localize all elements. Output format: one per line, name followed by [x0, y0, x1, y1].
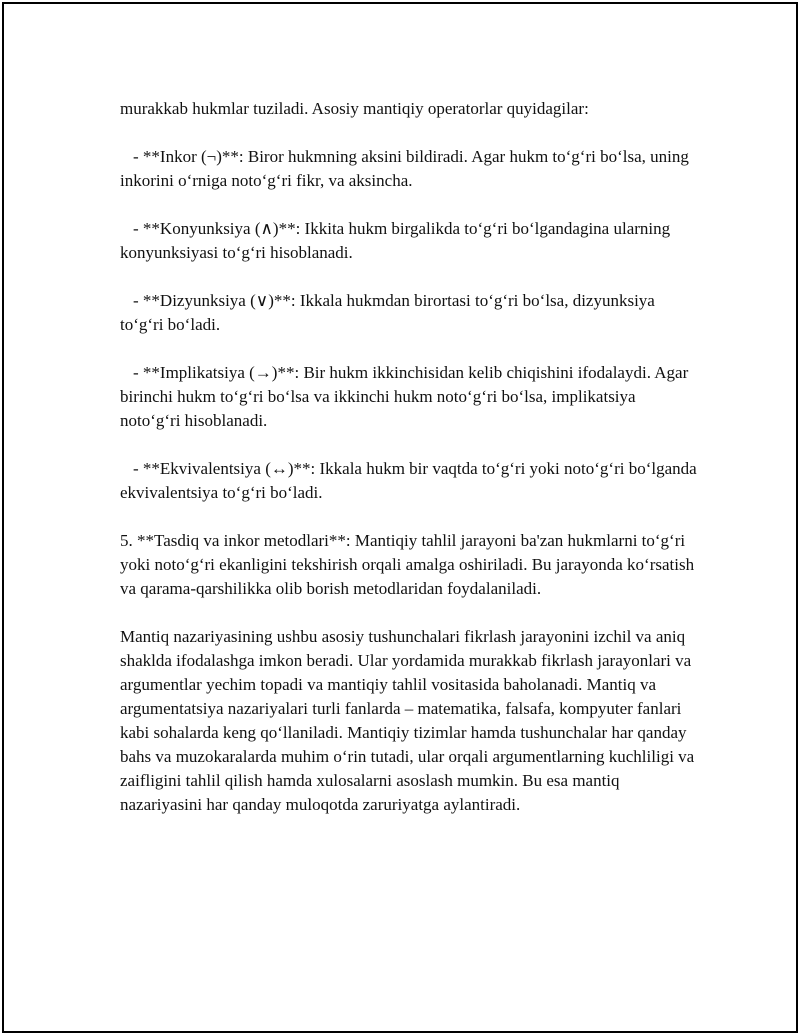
paragraph-conclusion: Mantiq nazariyasining ushbu asosiy tushunchalari fikrlash jarayonini izchil va aniq shaklda ifodalashga imkon beradi. Ular yordamida murakkab fikrlash jarayonlari va argumentlar yechim topadi va mantiqiy tahlil vositasida baholanadi. Mantiq va argumentatsiya nazariyalari turli fanlarda – matematika, falsafa, kompyuter fanlari kabi sohalarda keng qo‘llaniladi. Mantiqiy tizimlar hamda tushunchalar har qanday bahs va muzokaralarda muhim o‘rin tutadi, ular orqali argumentlarning kuchliligi va zaifligini tahlil qilish hamda xulosalarni asoslash mumkin. Bu esa mantiq nazariyasini har qanday muloqotda zaruriyatga aylantiradi. [120, 627, 695, 814]
paragraph-konyunksiya: - **Konyunksiya (∧)**: Ikkita hukm birgalikda to‘g‘ri bo‘lgandagina ularning konyunksiyasi to‘g‘ri hisoblanadi. [120, 219, 671, 262]
document-page [2, 2, 798, 1033]
document-body [120, 97, 700, 841]
paragraph-inkor: - **Inkor (¬)**: Biror hukmning aksini bildiradi. Agar hukm to‘g‘ri bo‘lsa, uning inkorini o‘rniga noto‘g‘ri fikr, va aksincha. [120, 147, 689, 190]
paragraph-tasdiq-inkor: 5. **Tasdiq va inkor metodlari**: Mantiqiy tahlil jarayoni ba'zan hukmlarni to‘g‘ri yoki noto‘g‘ri ekanligini tekshirish orqali amalga oshiriladi. Bu jarayonda ko‘rsatish va qarama-qarshilikka olib borish metodlaridan foydalaniladi. [120, 531, 695, 598]
paragraph-dizyunksiya: - **Dizyunksiya (∨)**: Ikkala hukmdan birortasi to‘g‘ri bo‘lsa, dizyunksiya to‘g‘ri bo‘ladi. [120, 291, 655, 334]
paragraph-implikatsiya: - **Implikatsiya (→)**: Bir hukm ikkinchisidan kelib chiqishini ifodalaydi. Agar birinchi hukm to‘g‘ri bo‘lsa va ikkinchi hukm noto‘g‘ri bo‘lsa, implikatsiya noto‘g‘ri hisoblanadi. [120, 363, 689, 430]
paragraph-ekvivalentsiya: - **Ekvivalentsiya (↔)**: Ikkala hukm bir vaqtda to‘g‘ri yoki noto‘g‘ri bo‘lganda ekvivalentsiya to‘g‘ri bo‘ladi. [120, 459, 697, 502]
paragraph-operators-intro: murakkab hukmlar tuziladi. Asosiy mantiqiy operatorlar quyidagilar: [120, 99, 589, 118]
